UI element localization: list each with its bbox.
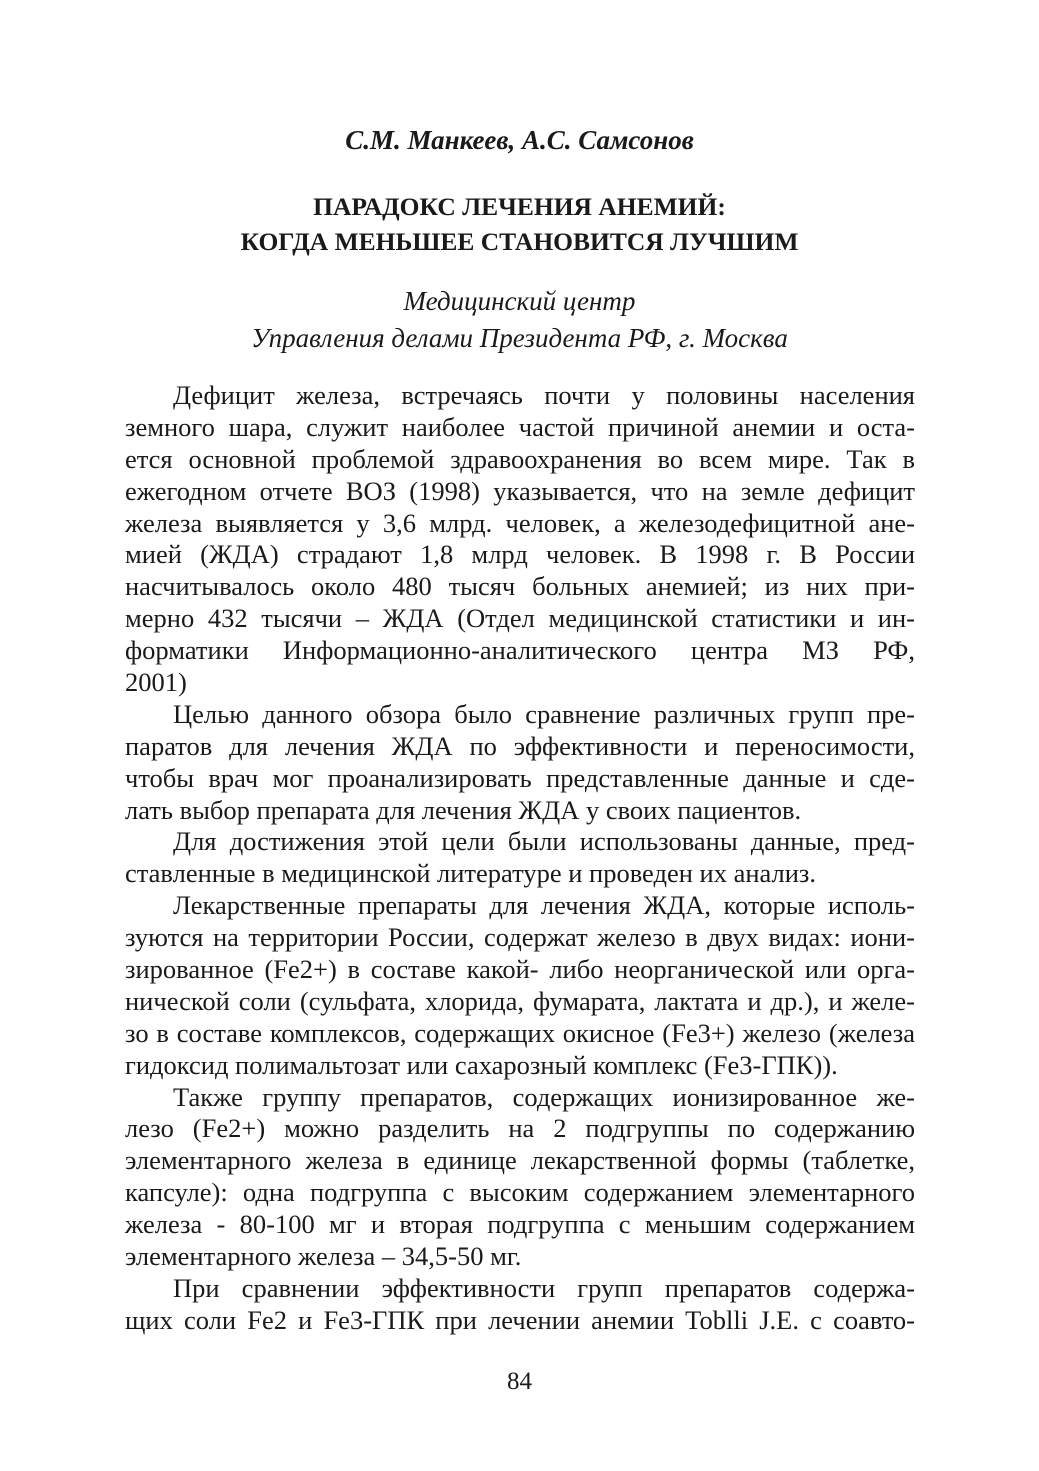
article-title-line: КОГДА МЕНЬШЕЕ СТАНОВИТСЯ ЛУЧШИМ [240, 227, 799, 256]
body-text [125, 380, 915, 1337]
paragraph-line: зуются на территории России, содержат железо в двух видах: иони- [125, 922, 915, 953]
paragraph-line: При сравнении эффективности групп препаратов содержа- [173, 1272, 915, 1303]
paragraph [125, 890, 915, 1081]
page-number: 84 [507, 1368, 532, 1395]
paragraph-line: нической соли (сульфата, хлорида, фумарата, лактата и др.), и желе- [125, 985, 915, 1016]
article-title [0, 189, 1039, 259]
paragraph-line: ставленные в медицинской литературе и проведен их анализ. [125, 858, 817, 889]
paragraph-line: зированное (Fe2+) в составе какой- либо неорганической или орга- [125, 954, 915, 985]
paragraph-line: Лекарственные препараты для лечения ЖДА, которые исполь- [173, 890, 915, 921]
paragraph-line: железа выявляется у 3,6 млрд. человек, а железодефицитной ане- [125, 507, 915, 538]
paragraph-line: мерно 432 тысячи – ЖДА (Отдел медицинской статистики и ин- [125, 603, 915, 634]
paragraph-line: зо в составе комплексов, содержащих окисное (Fe3+) железо (железа [125, 1017, 915, 1048]
paragraph-line: лать выбор препарата для лечения ЖДА у своих пациентов. [125, 794, 802, 825]
paragraph [125, 826, 915, 890]
paragraph-line: Для достижения этой цели были использованы данные, пред- [173, 826, 915, 857]
paragraph-line: насчитывалось около 480 тысяч больных анемией; из них при- [125, 571, 915, 602]
paragraph-line: форматики Информационно-аналитического центра МЗ РФ, [125, 635, 915, 666]
paragraph [125, 1273, 915, 1337]
paragraph-line: лезо (Fe2+) можно разделить на 2 подгруппы по содержанию [125, 1113, 915, 1144]
article-title-line: ПАРАДОКС ЛЕЧЕНИЯ АНЕМИЙ: [313, 192, 726, 221]
paragraph-line: щих соли Fe2 и Fe3-ГПК при лечении анемии Toblli J.E. с соавто- [125, 1304, 915, 1335]
paragraph-line: элементарного железа – 34,5-50 мг. [125, 1241, 522, 1272]
paragraph-line: мией (ЖДА) страдают 1,8 млрд человек. В 1998 г. В России [125, 539, 915, 570]
paragraph-line: элементарного железа в единице лекарственной формы (таблетке, [125, 1145, 915, 1176]
authors: С.М. Манкеев, А.С. Самсонов [345, 125, 694, 155]
paragraph-line: железа - 80-100 мг и вторая подгруппа с меньшим содержанием [125, 1209, 915, 1240]
affiliation [0, 283, 1039, 357]
paragraph [125, 380, 915, 699]
paragraph [125, 1082, 915, 1273]
paragraph-line: капсуле): одна подгруппа с высоким содержанием элементарного [125, 1177, 915, 1208]
paragraph [125, 699, 915, 827]
paragraph-line: Целью данного обзора было сравнение различных групп пре- [173, 698, 915, 729]
affiliation-line: Управления делами Президента РФ, г. Москва [251, 323, 788, 353]
paragraph-line: земного шара, служит наиболее частой причиной анемии и оста- [125, 411, 915, 442]
affiliation-line: Медицинский центр [403, 286, 636, 316]
paragraph-line: ется основной проблемой здравоохранения во всем мире. Так в [125, 443, 915, 474]
paragraph-line: чтобы врач мог проанализировать представленные данные и сде- [125, 762, 915, 793]
paragraph-line: Дефицит железа, встречаясь почти у половины населения [173, 380, 915, 410]
paragraph-line: Также группу препаратов, содержащих ионизированное же- [173, 1081, 915, 1112]
paragraph-line: паратов для лечения ЖДА по эффективности и переносимости, [125, 730, 915, 761]
paragraph-line: ежегодном отчете ВОЗ (1998) указывается, что на земле дефицит [125, 475, 915, 506]
paragraph-line: 2001) [125, 667, 187, 698]
paragraph-line: гидоксид полимальтозат или сахарозный комплекс (Fe3-ГПК)). [125, 1049, 838, 1080]
